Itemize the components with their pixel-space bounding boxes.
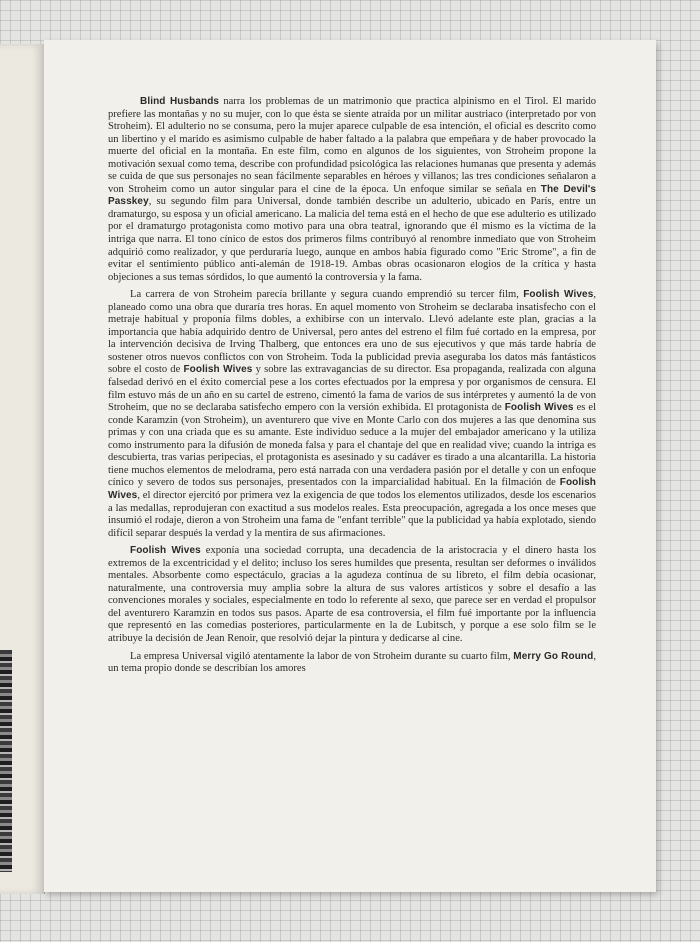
text-run: exponía una sociedad corrupta, una decadencia de la aristocracia y el dinero hasta los extremos de la excentricidad y el delito; incluso los seres humildes que presenta, resultan ser deformes o inválidos mentales. Absorbente como espectáculo, gracias a la agudeza contínua de su libreto, el film debía ocasionar, naturalmente, una controversia muy amplia sobre la altura de sus valores artísticos y sobre el desafío a las convenciones morales y sociales, especialmente en todo lo referente al sexo, que parece ser en verdad el propulsor del aventurero Karamzin en todos sus pasos. Aparte de esa controversia, el film fué importante por la influencia que representó en las comedias posteriores, particularmente en la de Lubitsch, y porque a ese solo film se le atribuye la decisión de Jean Renoir, que resolvió dejar la pintura y dedicarse al cine. (108, 545, 596, 644)
text-run: y sobre las extravagancias de su director. Esa propaganda, realizada con alguna falsedad derivó en el éxito comercial pese a los cortes efectuados por la empresa y por organismos de censura. El film estuvo más de un año en su cartel de estreno, cimentó la fama de varios de sus intérpretes y aumentó la de von Stroheim, que no se declaraba satisfecho empero con la versión exhibida. El protagonista de (108, 364, 596, 414)
text-run: es el conde Karamzin (von Stroheim), un aventurero que vive en Monte Carlo con dos mujeres a las que denomina sus primas y con una criada que es su amante. Este individuo seduce a la mujer del embajador americano y la utiliza como instrumento para la difusión de moneda falsa y para el chantaje del que en realidad vive; cuando la intriga es descubierta, tras varias peripecias, el protagonista es asesinado y su cadáver es tirado a una alcantarilla. La historia tiene muchos elementos de melodrama, pero está narrada con una verdadera pasión por el detalle y con un enfoque cínico y severo de todos sus personajes, presentados con la imparcialidad habitual. En la filmación de (108, 402, 597, 489)
text-run: La empresa Universal vigiló atentamente la labor de von Stroheim durante su cuarto film, (130, 650, 514, 662)
paragraph-2 (108, 289, 596, 540)
facing-page-photo-fragment (0, 650, 12, 872)
paragraph-4 (108, 651, 596, 676)
text-run: La carrera de von Stroheim parecía brillante y segura cuando emprendió su tercer film, (130, 289, 524, 301)
paragraph-1 (108, 96, 596, 284)
film-title: Merry Go Round (513, 650, 594, 662)
text-run: , planeado como una obra que duraría tres horas. En aquel momento von Stroheim se declaraba insatisfecho con el metraje habitual y proponía films dobles, a exhibirse con un intervalo. Llevó adelante este plan, gracias a la importancia que había adquirido dentro de Universal, pero antes del estreno el film fué cortado en la empresa, por la intervención decisiva de Irving Thalberg, que entonces era uno de sus ejecutivos y que más tarde habría de sostener otros nuevos conflictos con von Stroheim. Toda la publicidad previa aseguraba los datos más fantásticos sobre el costo de (108, 289, 596, 376)
film-title: Foolish Wives (523, 289, 594, 301)
text-run: , un tema propio donde se describían los amores (108, 650, 596, 675)
film-title: Blind Husbands (140, 96, 220, 107)
text-run: , su segundo film para Universal, donde también describe un adulterio, ubicado en París, entre un dramaturgo, su esposa y un oficial americano. La malicia del tema está en el hecho de que ese adulterio es utilizado por el dramaturgo protagonista como motivo para una obra teatral, ignorando que él mismo es la víctima de la intriga que narra. El tono cínico de estos dos primeros films contribuyó al renombre inmediato que von Stroheim adquirió como realizador, y que perduraría luego, aunque en ambos había figurado como "Eric Strome", a fin de evitar el sentimiento público anti-alemán de 1918-19. Ambas obras ocasionaron elogios de la crítica y hasta objeciones a sus temas sórdidos, lo que aumentó la controversia y la fama. (108, 196, 596, 283)
paragraph-3 (108, 545, 596, 645)
film-title: Foolish Wives (130, 545, 201, 557)
film-title: Foolish Wives (183, 364, 253, 376)
text-run: , el director ejercitó por primera vez la exigencia de que todos los elementos utilizados, desde los escenarios a las medallas, reprodujeran con exactitud a sus modelos reales. Esta preocupación, agregada a los once meses que insumió el rodaje, dieron a von Stroheim una fama de "enfant terrible" que la publicidad ya había explotado, siendo difícil separar después la verdad y la mentira de sus afirmaciones. (108, 489, 596, 539)
film-title: The Devil's Passkey (108, 183, 596, 208)
film-title: Foolish Wives (108, 477, 596, 501)
facing-page-edge (0, 44, 45, 894)
body-text (108, 96, 596, 681)
text-run: narra los problemas de un matrimonio que practica alpinismo en el Tirol. El marido prefiere las montañas y no su mujer, con lo que ésta se siente atraída por un militar austriaco (interpretado por von Stroheim). El adulterio no se consuma, pero la mujer aparece culpable de esa intención, el oficial es descrito como un libertino y el marido es asimismo culpable de haber faltado a la palabra que empeñara y de haber provocado la muerte del oficial en la montaña. En este film, como en algunos de los siguientes, von Stroheim propone la motivación sexual como tema, describe con profundidad psicológica las relaciones humanas que presenta y además se cuida de que sus personajes no sean fácilmente separables en héroes y villanos; las tres condiciones señalaron a von Stroheim como un autor singular para el cine de la época. Un enfoque similar se señala en (108, 96, 596, 195)
film-title: Foolish Wives (504, 402, 574, 414)
book-page (44, 40, 656, 892)
